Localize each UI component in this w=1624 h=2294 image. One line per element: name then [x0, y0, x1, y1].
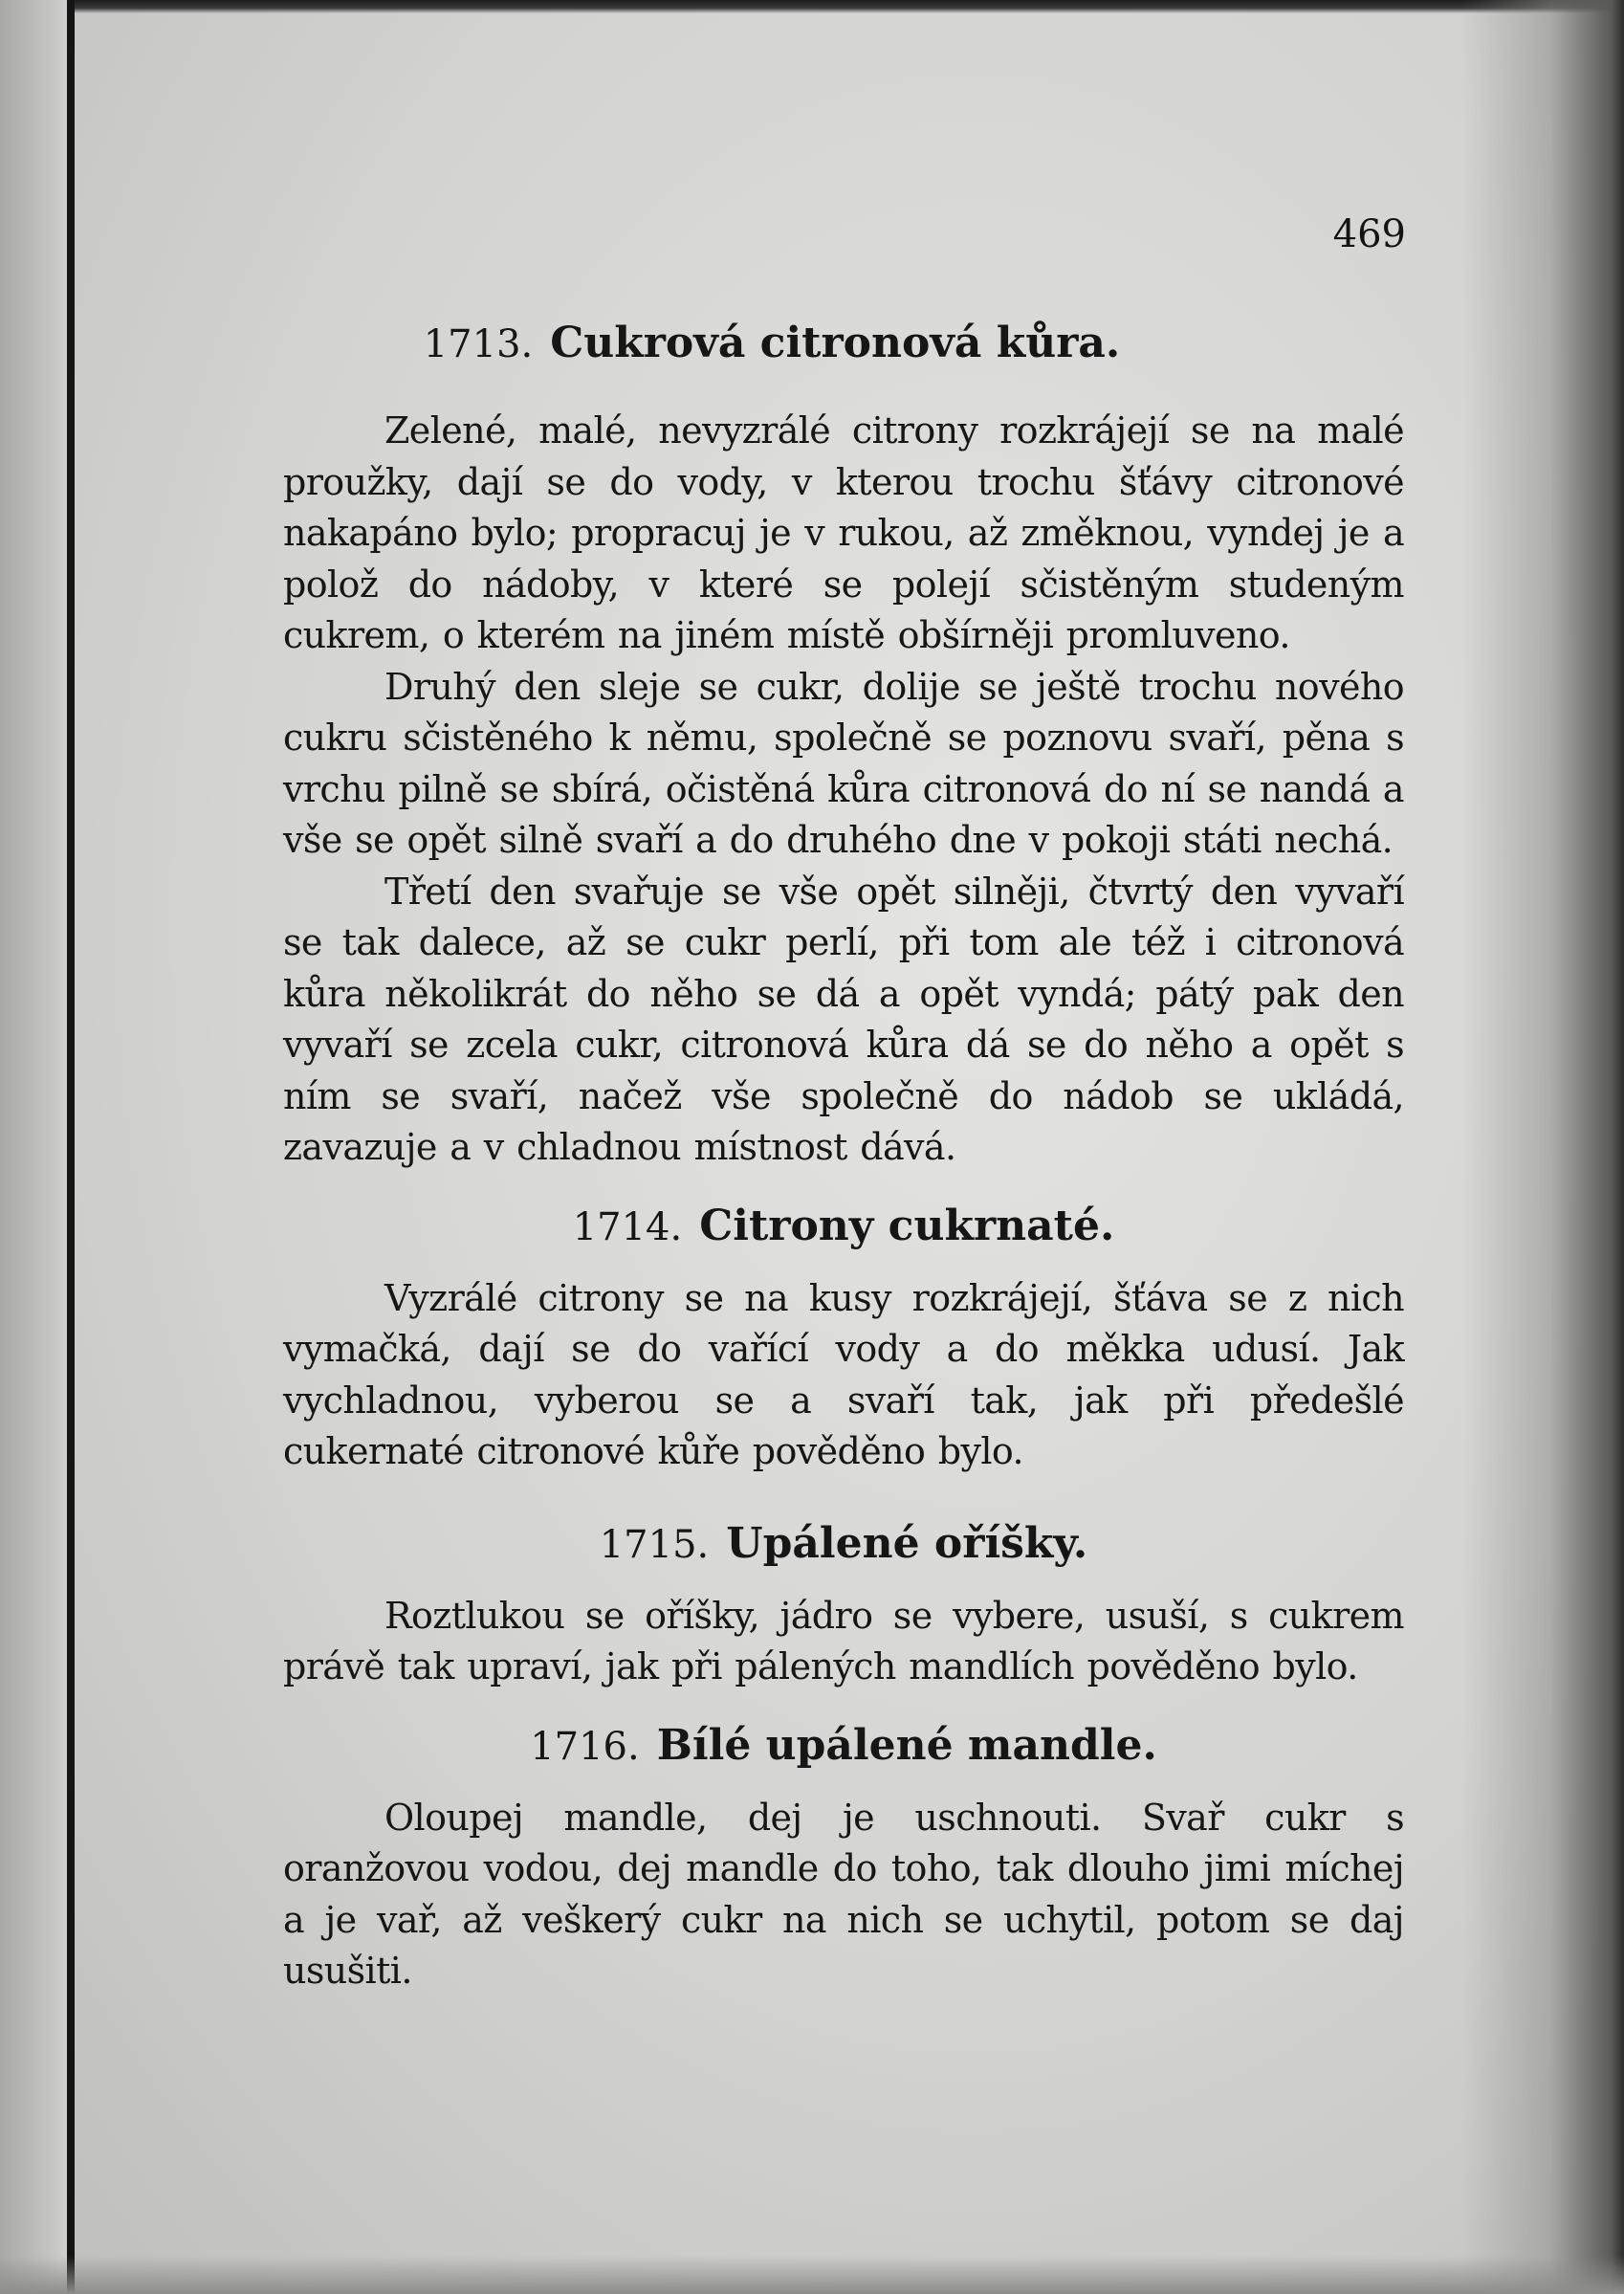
- recipe-heading: [140, 316, 1404, 371]
- page-bottom-edge: [0, 2256, 1624, 2294]
- recipe-heading: [283, 1199, 1404, 1254]
- page-right-shadow: [1461, 0, 1624, 2294]
- recipe-paragraph: Vyzrálé citrony se na kusy rozkrájejí, šťáva se z nich vymačká, dají se do vařící vody a do měkka udusí. Jak vychladnou, vyberou se a svaří tak, jak při předešlé cukernaté citronové kůře pověděno bylo.: [283, 1276, 1404, 1472]
- recipe-title: Upálené oříšky.: [726, 1518, 1088, 1568]
- recipe-number: 1713.: [423, 322, 534, 366]
- recipe-title: Bílé upálené mandle.: [656, 1720, 1157, 1770]
- recipe-number: 1716.: [530, 1724, 640, 1769]
- recipe-paragraph: Zelené, malé, nevyzrálé citrony rozkrájejí se na malé proužky, dají se do vody, v kterou trochu šťávy citronové nakapáno bylo; propracuj je v rukou, až změknou, vyndej je a polož do nádoby, v které se polejí sčistěným studeným cukrem, o kterém na jiném místě obšírněji promluveno.: [283, 409, 1404, 656]
- recipe-heading: [283, 1718, 1404, 1774]
- recipe-number: 1715.: [599, 1522, 710, 1567]
- recipe-number: 1714.: [572, 1204, 683, 1249]
- recipe-paragraph: Třetí den svařuje se vše opět silněji, čtvrtý den vyvaří se tak dalece, až se cukr perlí, při tom ale též i citronová kůra několikrát do něho se dá a opět vyndá; pátý pak den vyvaří se zcela cukr, citronová kůra dá se do něho a opět s ním se svaří, načež vše společně do nádob se ukládá, zavazuje a v chladnou místnost dává.: [283, 870, 1404, 1168]
- binding-shadow-line: [67, 0, 75, 2294]
- recipe-title: Citrony cukrnaté.: [699, 1201, 1115, 1250]
- recipe-title: Cukrová citronová kůra.: [550, 319, 1121, 367]
- recipe-paragraph: Druhý den sleje se cukr, dolije se ještě trochu nového cukru sčistěného k němu, společně se poznovu svaří, pěna s vrchu pilně se sbírá, očistěná kůra citronová do ní se nandá a vše se opět silně svaří a do druhého dne v pokoji státi nechá.: [283, 665, 1404, 861]
- page-top-edge: [0, 0, 1624, 13]
- recipe-heading: [283, 1516, 1404, 1572]
- page-body: [283, 316, 1404, 1997]
- page-number: 469: [1332, 212, 1406, 256]
- recipe-paragraph: Roztlukou se oříšky, jádro se vybere, usuší, s cukrem právě tak upraví, jak při pálených mandlích pověděno bylo.: [283, 1594, 1404, 1687]
- recipe-paragraph: Oloupej mandle, dej je uschnouti. Svař cukr s oranžovou vodou, dej mandle do toho, tak dlouho jimi míchej a je vař, až veškerý cukr na nich se uchytil, potom se daj usušiti.: [283, 1796, 1404, 1992]
- page-left-margin: [0, 0, 67, 2294]
